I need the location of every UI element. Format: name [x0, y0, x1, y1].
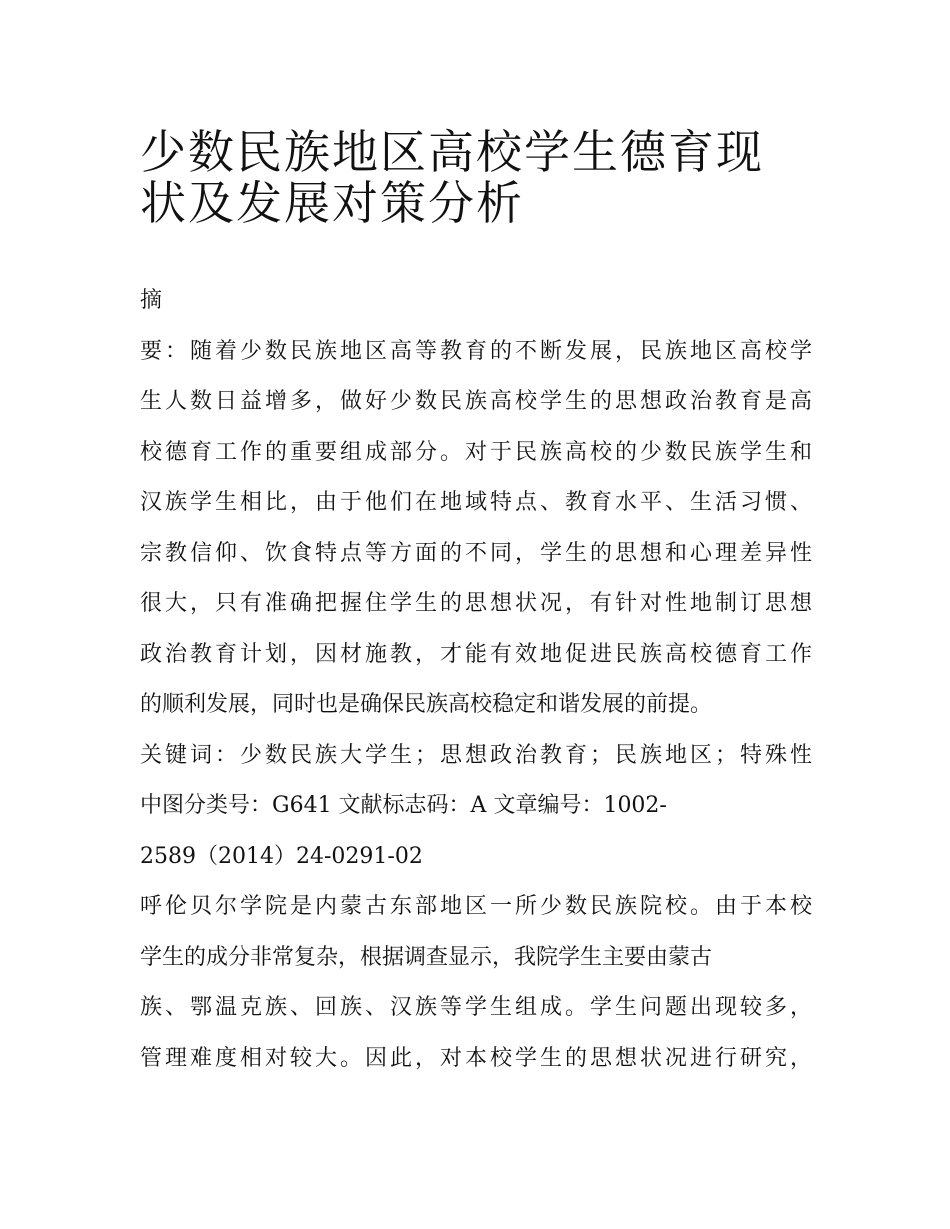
classification-line: 2589（2014）24-0291-02	[140, 843, 423, 869]
abstract-label: 摘	[140, 288, 163, 313]
intro-line: 族、鄂温克族、回族、汉族等学生组成。学生问题出现较多，	[140, 995, 812, 1020]
abstract-line: 很大，只有准确把握住学生的思想状况，有针对性地制订思想	[140, 591, 812, 616]
abstract-line: 校德育工作的重要组成部分。对于民族高校的少数民族学生和	[140, 439, 812, 465]
classification-info	[140, 781, 812, 882]
keywords: 关键词：少数民族大学生；思想政治教育；民族地区；特殊性	[140, 742, 812, 768]
classification-line: 中图分类号：G641 文献标志码：A 文章编号：1002-	[140, 793, 667, 818]
intro-line: 呼伦贝尔学院是内蒙古东部地区一所少数民族院校。由于本校	[140, 894, 812, 919]
abstract-line: 宗教信仰、饮食特点等方面的不同，学生的思想和心理差异性	[140, 540, 812, 566]
intro-line: 管理难度相对较大。因此，对本校学生的思想状况进行研究，	[140, 1045, 812, 1071]
abstract-line: 生人数日益增多，做好少数民族高校学生的思想政治教育是高	[140, 389, 812, 414]
article-body	[140, 276, 812, 1084]
abstract-line: 的顺利发展，同时也是确保民族高校稳定和谐发展的前提。	[140, 692, 713, 717]
abstract-line: 政治教育计划，因材施教，才能有效地促进民族高校德育工作	[140, 641, 812, 667]
abstract-line: 汉族学生相比，由于他们在地域特点、教育水平、生活习惯、	[140, 490, 812, 515]
title-line: 状及发展对策分析	[140, 175, 524, 230]
abstract-line: 要：随着少数民族地区高等教育的不断发展，民族地区高校学	[140, 338, 812, 364]
intro-paragraph	[140, 882, 812, 1084]
abstract	[140, 327, 812, 731]
intro-line: 学生的成分非常复杂，根据调查显示，我院学生主要由蒙古	[140, 944, 713, 970]
article-title	[140, 116, 812, 230]
title-line: 少数民族地区高校学生德育现	[140, 125, 764, 179]
